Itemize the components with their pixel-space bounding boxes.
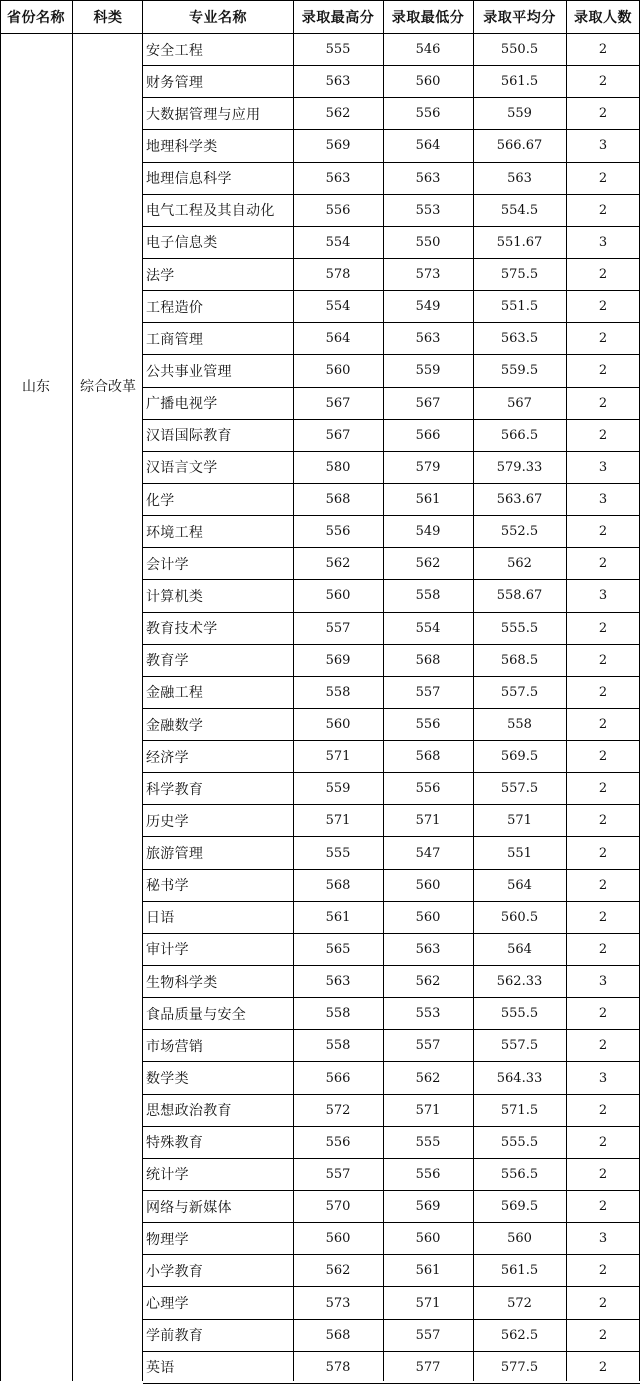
max-score-cell: 554 — [325, 234, 351, 250]
count-cell: 2 — [598, 909, 608, 925]
min-score-cell: 549 — [415, 524, 441, 540]
avg-score-cell: 572 — [507, 1295, 532, 1311]
major-cell: 财务管理 — [146, 74, 204, 91]
min-score-cell: 569 — [415, 1199, 441, 1215]
min-score-cell: 561 — [415, 492, 441, 508]
avg-score-cell: 551.5 — [500, 299, 539, 315]
min-score-cell: 557 — [415, 1038, 441, 1054]
max-score-cell: 555 — [325, 42, 351, 58]
major-cell: 旅游管理 — [146, 846, 204, 863]
count-cell: 2 — [598, 427, 608, 443]
avg-score-cell: 552.5 — [500, 524, 539, 540]
avg-score-cell: 569.5 — [500, 749, 539, 765]
max-score-cell: 565 — [325, 941, 351, 957]
count-cell: 2 — [598, 395, 608, 411]
count-cell: 2 — [598, 363, 608, 379]
table-row — [143, 291, 640, 323]
min-score-cell: 561 — [415, 1263, 441, 1279]
min-score-cell: 573 — [415, 267, 441, 283]
table-row — [143, 805, 640, 837]
table-row — [143, 259, 640, 291]
min-score-cell: 553 — [415, 1006, 441, 1022]
header-category: 科类 — [93, 9, 123, 26]
min-score-cell: 553 — [415, 202, 441, 218]
table-row — [143, 1191, 640, 1223]
count-cell: 2 — [598, 813, 608, 829]
max-score-cell: 571 — [325, 749, 351, 765]
min-score-cell: 562 — [415, 974, 441, 990]
max-score-cell: 561 — [325, 909, 351, 925]
avg-score-cell: 560.5 — [500, 909, 539, 925]
min-score-cell: 564 — [415, 138, 441, 154]
count-cell: 3 — [598, 1070, 608, 1086]
min-score-cell: 562 — [415, 1070, 441, 1086]
major-cell: 广播电视学 — [146, 396, 218, 413]
count-cell: 2 — [598, 1102, 608, 1118]
max-score-cell: 564 — [325, 331, 351, 347]
max-score-cell: 558 — [325, 1006, 351, 1022]
count-cell: 2 — [598, 1006, 608, 1022]
avg-score-cell: 561.5 — [500, 74, 539, 90]
count-cell: 3 — [598, 974, 608, 990]
max-score-cell: 563 — [325, 170, 351, 186]
max-score-cell: 556 — [325, 524, 351, 540]
min-score-cell: 571 — [415, 1295, 441, 1311]
count-cell: 2 — [598, 652, 608, 668]
table-row — [143, 645, 640, 677]
table-row — [143, 1223, 640, 1255]
major-cell: 学前教育 — [146, 1328, 204, 1345]
max-score-cell: 557 — [325, 620, 351, 636]
min-score-cell: 556 — [415, 1166, 441, 1182]
count-cell: 3 — [598, 588, 608, 604]
table-row — [143, 355, 640, 387]
count-cell: 3 — [598, 1231, 608, 1247]
max-score-cell: 556 — [325, 202, 351, 218]
major-cell: 食品质量与安全 — [146, 1006, 247, 1023]
table-row — [143, 1062, 640, 1094]
max-score-cell: 573 — [325, 1295, 351, 1311]
min-score-cell: 560 — [415, 909, 441, 925]
min-score-cell: 554 — [415, 620, 441, 636]
major-cell: 教育技术学 — [146, 621, 218, 638]
count-cell: 2 — [598, 684, 608, 700]
max-score-cell: 560 — [325, 363, 351, 379]
table-row — [143, 516, 640, 548]
major-cell: 数学类 — [146, 1071, 189, 1088]
avg-score-cell: 564.33 — [496, 1070, 543, 1086]
min-score-cell: 571 — [415, 1102, 441, 1118]
max-score-cell: 563 — [325, 74, 351, 90]
count-cell: 2 — [598, 1134, 608, 1150]
grid-line — [0, 0, 1, 1381]
table-row — [143, 227, 640, 259]
major-cell: 秘书学 — [146, 878, 189, 895]
major-cell: 英语 — [146, 1360, 175, 1377]
max-score-cell: 558 — [325, 684, 351, 700]
table-row — [143, 741, 640, 773]
avg-score-cell: 551 — [507, 845, 532, 861]
major-cell: 汉语国际教育 — [146, 428, 232, 445]
header-max-score: 录取最高分 — [301, 9, 375, 26]
avg-score-cell: 566.5 — [500, 427, 539, 443]
major-cell: 审计学 — [146, 942, 189, 959]
min-score-cell: 559 — [415, 363, 441, 379]
max-score-cell: 558 — [325, 1038, 351, 1054]
avg-score-cell: 579.33 — [496, 459, 543, 475]
table-row — [143, 773, 640, 805]
count-cell: 2 — [598, 845, 608, 861]
table-top-border — [0, 0, 640, 1]
avg-score-cell: 555.5 — [500, 1134, 539, 1150]
avg-score-cell: 555.5 — [500, 620, 539, 636]
min-score-cell: 577 — [415, 1359, 441, 1375]
count-cell: 2 — [598, 781, 608, 797]
count-cell: 3 — [598, 234, 608, 250]
avg-score-cell: 566.67 — [496, 138, 543, 154]
table-row — [143, 580, 640, 612]
table-row — [143, 1352, 640, 1384]
table-row — [143, 677, 640, 709]
avg-score-cell: 554.5 — [500, 202, 539, 218]
table-row — [143, 452, 640, 484]
category-cell: 综合改革 — [80, 379, 136, 395]
major-cell: 金融工程 — [146, 685, 204, 702]
major-cell: 物理学 — [146, 1231, 189, 1248]
avg-score-cell: 556.5 — [500, 1166, 539, 1182]
min-score-cell: 556 — [415, 781, 441, 797]
table-row — [143, 1127, 640, 1159]
avg-score-cell: 557.5 — [500, 781, 539, 797]
avg-score-cell: 563.67 — [496, 492, 543, 508]
min-score-cell: 568 — [415, 652, 441, 668]
major-cell: 教育学 — [146, 653, 189, 670]
table-row — [143, 934, 640, 966]
count-cell: 2 — [598, 299, 608, 315]
major-cell: 生物科学类 — [146, 974, 218, 991]
max-score-cell: 567 — [325, 395, 351, 411]
major-cell: 化学 — [146, 492, 175, 509]
avg-score-cell: 558.67 — [496, 588, 543, 604]
count-cell: 2 — [598, 1038, 608, 1054]
max-score-cell: 568 — [325, 1327, 351, 1343]
table-row — [143, 1159, 640, 1191]
avg-score-cell: 551.67 — [496, 234, 543, 250]
max-score-cell: 566 — [325, 1070, 351, 1086]
table-row — [143, 998, 640, 1030]
major-cell: 市场营销 — [146, 1038, 204, 1055]
avg-score-cell: 567 — [507, 395, 532, 411]
table-row — [143, 34, 640, 66]
max-score-cell: 578 — [325, 267, 351, 283]
count-cell: 2 — [598, 170, 608, 186]
max-score-cell: 557 — [325, 1166, 351, 1182]
max-score-cell: 555 — [325, 845, 351, 861]
min-score-cell: 579 — [415, 459, 441, 475]
avg-score-cell: 557.5 — [500, 684, 539, 700]
max-score-cell: 560 — [325, 1231, 351, 1247]
avg-score-cell: 563 — [507, 170, 532, 186]
count-cell: 3 — [598, 459, 608, 475]
min-score-cell: 555 — [415, 1134, 441, 1150]
count-cell: 2 — [598, 941, 608, 957]
major-cell: 法学 — [146, 267, 175, 284]
table-row — [143, 98, 640, 130]
count-cell: 2 — [598, 877, 608, 893]
min-score-cell: 566 — [415, 427, 441, 443]
max-score-cell: 570 — [325, 1199, 351, 1215]
table-row — [143, 709, 640, 741]
min-score-cell: 567 — [415, 395, 441, 411]
min-score-cell: 560 — [415, 1231, 441, 1247]
table-row — [143, 902, 640, 934]
table-row — [143, 613, 640, 645]
max-score-cell: 560 — [325, 588, 351, 604]
major-cell: 小学教育 — [146, 1263, 204, 1280]
header-avg-score: 录取平均分 — [483, 9, 556, 26]
max-score-cell: 560 — [325, 717, 351, 732]
major-cell: 汉语言文学 — [146, 460, 218, 477]
min-score-cell: 563 — [415, 170, 441, 186]
count-cell: 2 — [598, 717, 608, 732]
count-cell: 2 — [598, 524, 608, 540]
major-cell: 公共事业管理 — [146, 363, 232, 380]
max-score-cell: 562 — [325, 1263, 351, 1279]
province-cell: 山东 — [22, 379, 50, 395]
table-row — [143, 1030, 640, 1062]
major-cell: 地理科学类 — [146, 138, 218, 155]
table-row — [143, 484, 640, 516]
avg-score-cell: 577.5 — [500, 1359, 539, 1375]
min-score-cell: 557 — [415, 684, 441, 700]
major-cell: 网络与新媒体 — [146, 1199, 232, 1216]
avg-score-cell: 561.5 — [500, 1263, 539, 1279]
max-score-cell: 567 — [325, 427, 351, 443]
max-score-cell: 569 — [325, 138, 351, 154]
avg-score-cell: 571 — [507, 813, 532, 829]
avg-score-cell: 560 — [507, 1231, 532, 1247]
header-min-score: 录取最低分 — [391, 9, 465, 26]
table-row — [143, 966, 640, 998]
avg-score-cell: 559.5 — [500, 363, 539, 379]
max-score-cell: 571 — [325, 813, 351, 829]
min-score-cell: 549 — [415, 299, 441, 315]
min-score-cell: 560 — [415, 877, 441, 893]
header-count: 录取人数 — [574, 9, 632, 26]
major-cell: 会计学 — [146, 556, 189, 573]
major-cell: 科学教育 — [146, 781, 204, 798]
max-score-cell: 580 — [325, 459, 351, 475]
avg-score-cell: 568.5 — [500, 652, 539, 668]
major-cell: 电气工程及其自动化 — [146, 203, 275, 220]
max-score-cell: 562 — [325, 556, 351, 572]
count-cell: 2 — [598, 556, 608, 572]
min-score-cell: 562 — [415, 556, 441, 572]
min-score-cell: 556 — [415, 106, 441, 122]
avg-score-cell: 559 — [507, 106, 532, 122]
min-score-cell: 568 — [415, 749, 441, 765]
avg-score-cell: 571.5 — [500, 1102, 539, 1118]
min-score-cell: 560 — [415, 74, 441, 90]
table-row — [143, 323, 640, 355]
count-cell: 2 — [598, 202, 608, 218]
min-score-cell: 558 — [415, 588, 441, 604]
count-cell: 2 — [598, 1295, 608, 1311]
max-score-cell: 568 — [325, 877, 351, 893]
major-cell: 心理学 — [146, 1296, 189, 1313]
max-score-cell: 569 — [325, 652, 351, 668]
min-score-cell: 556 — [415, 717, 441, 732]
table-row — [143, 838, 640, 870]
avg-score-cell: 557.5 — [500, 1038, 539, 1054]
max-score-cell: 568 — [325, 492, 351, 508]
table-row — [143, 1287, 640, 1319]
major-cell: 环境工程 — [146, 524, 204, 541]
major-cell: 电子信息类 — [146, 235, 218, 252]
min-score-cell: 563 — [415, 941, 441, 957]
major-cell: 地理信息科学 — [146, 171, 232, 188]
table-row — [143, 1255, 640, 1287]
table-row — [143, 420, 640, 452]
min-score-cell: 547 — [415, 845, 441, 861]
count-cell: 2 — [598, 331, 608, 347]
major-cell: 工商管理 — [146, 331, 204, 348]
major-cell: 特殊教育 — [146, 1135, 204, 1152]
table-row — [143, 388, 640, 420]
major-cell: 思想政治教育 — [146, 1103, 232, 1120]
header-major: 专业名称 — [189, 9, 247, 26]
max-score-cell: 563 — [325, 974, 351, 990]
table-row — [143, 66, 640, 98]
avg-score-cell: 575.5 — [500, 267, 539, 283]
max-score-cell: 556 — [325, 1134, 351, 1150]
avg-score-cell: 562 — [507, 556, 532, 572]
major-cell: 工程造价 — [146, 299, 204, 316]
major-cell: 计算机类 — [146, 588, 204, 605]
major-cell: 统计学 — [146, 1167, 189, 1184]
min-score-cell: 563 — [415, 331, 441, 347]
major-cell: 安全工程 — [146, 42, 204, 59]
count-cell: 2 — [598, 1166, 608, 1182]
max-score-cell: 572 — [325, 1102, 351, 1118]
count-cell: 2 — [598, 1359, 608, 1375]
count-cell: 2 — [598, 1327, 608, 1343]
count-cell: 2 — [598, 1263, 608, 1279]
grid-line — [72, 0, 73, 1381]
count-cell: 2 — [598, 1199, 608, 1215]
count-cell: 3 — [598, 138, 608, 154]
avg-score-cell: 550.5 — [500, 42, 539, 58]
major-cell: 经济学 — [146, 749, 189, 766]
max-score-cell: 559 — [325, 781, 351, 797]
header-province: 省份名称 — [7, 9, 65, 26]
avg-score-cell: 563.5 — [500, 331, 539, 347]
max-score-cell: 578 — [325, 1359, 351, 1375]
count-cell: 2 — [598, 42, 608, 58]
avg-score-cell: 569.5 — [500, 1199, 539, 1215]
max-score-cell: 562 — [325, 106, 351, 122]
min-score-cell: 546 — [415, 42, 441, 58]
count-cell: 2 — [598, 749, 608, 765]
table-row — [143, 870, 640, 902]
table-row — [143, 548, 640, 580]
count-cell: 2 — [598, 106, 608, 122]
min-score-cell: 571 — [415, 813, 441, 829]
table-row — [143, 130, 640, 162]
avg-score-cell: 564 — [507, 941, 532, 957]
count-cell: 2 — [598, 267, 608, 283]
major-cell: 日语 — [146, 910, 175, 927]
avg-score-cell: 564 — [507, 877, 532, 893]
count-cell: 2 — [598, 74, 608, 90]
major-cell: 金融数学 — [146, 717, 204, 734]
table-row — [143, 163, 640, 195]
avg-score-cell: 562.5 — [500, 1327, 539, 1343]
avg-score-cell: 562.33 — [496, 974, 543, 990]
min-score-cell: 550 — [415, 234, 441, 250]
count-cell: 2 — [598, 620, 608, 636]
avg-score-cell: 558 — [507, 717, 532, 732]
major-cell: 大数据管理与应用 — [146, 106, 261, 123]
table-row — [143, 195, 640, 227]
table-row — [143, 1320, 640, 1352]
count-cell: 3 — [598, 492, 608, 508]
major-cell: 历史学 — [146, 813, 189, 830]
max-score-cell: 554 — [325, 299, 351, 315]
table-row — [143, 1095, 640, 1127]
avg-score-cell: 555.5 — [500, 1006, 539, 1022]
min-score-cell: 557 — [415, 1327, 441, 1343]
